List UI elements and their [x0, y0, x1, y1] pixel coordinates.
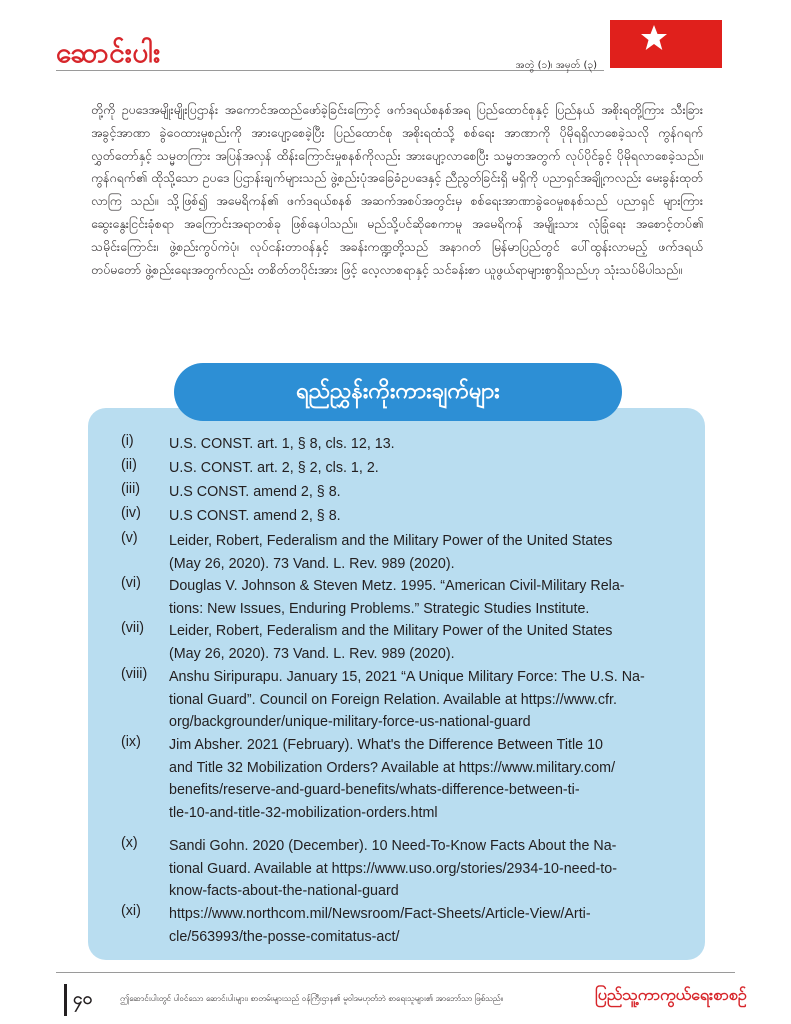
- reference-number: (ix): [121, 734, 141, 750]
- reference-number: (viii): [121, 666, 148, 682]
- flag-logo: [610, 20, 722, 68]
- reference-number: (i): [121, 433, 134, 449]
- reference-number: (v): [121, 530, 138, 546]
- reference-text: Douglas V. Johnson & Steven Metz. 1995. “American Civil-Military Rela- tions: New Issues, Enduring Problems.” Strategic Studies Institute.: [169, 578, 625, 617]
- reference-text: Jim Absher. 2021 (February). What's the Difference Between Title 10 and Title 32 Mobilization Orders? Available at https://www.military.com/ benefits/reserve-and-guard-benefits/whats-difference-between-ti- tle-10-and-title-32-mobilization-orders.html: [169, 737, 616, 821]
- reference-number: (ii): [121, 457, 137, 473]
- reference-text: U.S CONST. amend 2, § 8.: [169, 484, 341, 500]
- reference-text: Sandi Gohn. 2020 (December). 10 Need-To-Know Facts About the Na- tional Guard. Available at https://www.uso.org/stories/2934-10-need-to- know-facts-about-the-national-guard: [169, 838, 617, 899]
- body-paragraph: တို့ကို ဥပဒေအမျိုးမျိုးပြဌာန်း အကောင်အထည်ဖော်ခဲ့ခြင်းကြောင့် ဖက်ဒရယ်စနစ်အရ ပြည်ထောင်စုနှင့် ပြည်နယ် အစိုးရတို့ကြား သီးခြား အခွင့်အာဏာ ခွဲဝေထားမှုစည်းကို အားပျော့စေခဲ့ပြီး ပြည်ထောင်စု အစိုးရထံသို့ စစ်ရေး အာဏာကို ပိုမိုရရှိလာစေခဲ့သလို ကွန်ဂရက်လွှတ်တော်နှင့် သမ္မတကြား အပြန်အလှန် ထိန်းကြောင်းမှုစနစ်ကိုလည်း အားပျော့လာစေပြီး သမ္မတအတွက် လုပ်ပိုင်ခွင့် ပိုမိုရလာစေခဲ့သည်။ ကွန်ဂရက်၏ ထိုသို့သော ဥပဒေ ပြဌာန်းချက်များသည် ဖွဲ့စည်းပုံအခြေခံဥပဒေနှင့် ညီညွတ်ခြင်းရှိ မရှိကို ပညာရှင်အချို့ကလည်း မေးခွန်းထုတ်လာကြ သည်။ သို့ဖြစ်၍ အမေရိကန်၏ ဖက်ဒရယ်စနစ် အဆက်အစပ်အတွင်းမှ စစ်ရေးအာဏာခွဲဝေမှုစနစ်သည် ပညာရှင် များကြား ဆွေးနွေးငြင်းခုံစရာ အကြောင်းအရာတစ်ခု ဖြစ်နေပါသည်။ မည်သို့ပင်ဆိုစေကာမူ အမေရိကန် အမျိုးသား လုံခြုံရေး အစောင့်တပ်၏ သမိုင်းကြောင်း၊ ဖွဲ့စည်းကွပ်ကဲပုံ၊ လုပ်ငန်းတာဝန်နှင့် အခန်းကဏ္ဍတို့သည် အနာဂတ် မြန်မာပြည်တွင် ပေါ်ထွန်းလာမည့် ဖက်ဒရယ် တပ်မတော် ဖွဲ့စည်းရေးအတွက်လည်း တစိတ်တပိုင်းအား ဖြင့် လေ့လာစရာနှင့် သင်ခန်းစာ ယူဖွယ်ရာများစွာရှိသည်ဟု သုံးသပ်မိပါသည်။: [91, 102, 703, 277]
- reference-text: Leider, Robert, Federalism and the Military Power of the United States (May 26, 2020). 73 Vand. L. Rev. 989 (2020).: [169, 533, 613, 572]
- reference-number: (x): [121, 835, 138, 851]
- reference-number: (iv): [121, 505, 141, 521]
- reference-number: (vi): [121, 575, 141, 591]
- footer-brand: ပြည်သူ့ကာကွယ်ရေးစာစဉ်: [595, 985, 747, 1004]
- reference-number: (xi): [121, 903, 141, 919]
- reference-text: U.S CONST. amend 2, § 8.: [169, 508, 341, 524]
- reference-text: https://www.northcom.mil/Newsroom/Fact-Sheets/Article-View/Arti- cle/563993/the-posse-comitatus-act/: [169, 906, 591, 945]
- section-title: ဆောင်းပါး: [56, 36, 161, 69]
- references-heading: ရည်ညွှန်းကိုးကားချက်များ: [174, 363, 622, 421]
- reference-text: Anshu Siripurapu. January 15, 2021 “A Unique Military Force: The U.S. Na- tional Guard”. Council on Foreign Relation. Available at https://www.cfr. org/backgrounder/unique-military-force-us-national-guard: [169, 669, 645, 730]
- page-number: ၄၀: [64, 984, 115, 1016]
- star-icon: [639, 23, 669, 53]
- footer-divider: [56, 972, 735, 973]
- reference-text: U.S. CONST. art. 1, § 8, cls. 12, 13.: [169, 436, 395, 452]
- reference-number: (vii): [121, 620, 145, 636]
- reference-text: Leider, Robert, Federalism and the Military Power of the United States (May 26, 2020). 73 Vand. L. Rev. 989 (2020).: [169, 623, 613, 662]
- reference-number: (iii): [121, 481, 141, 497]
- footer-note: ဤဆောင်းပါးတွင် ပါဝင်သော ဆောင်းပါးများ၊ စာတမ်းများသည် ဝန်ကြီးဌာန၏ မူဝါဒမဟုတ်ဘဲ စာရေးသူများ၏ အာဘော်သာ ဖြစ်သည်။: [120, 994, 504, 1003]
- reference-text: U.S. CONST. art. 2, § 2, cls. 1, 2.: [169, 460, 379, 476]
- issue-label: အတွဲ (၁)၊ အမှတ် (၃): [515, 60, 597, 71]
